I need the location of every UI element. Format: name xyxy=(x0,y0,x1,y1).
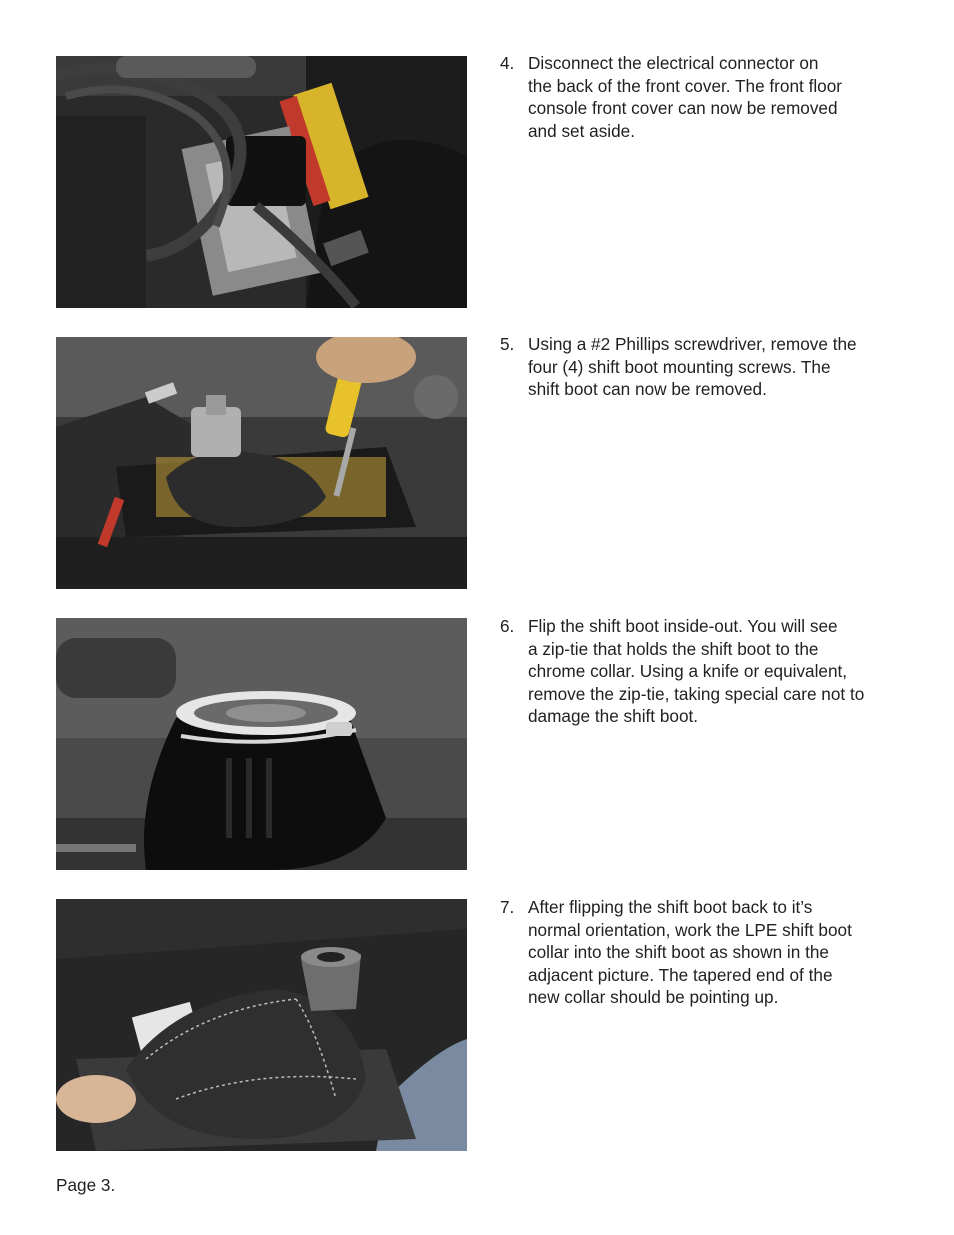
photo-lpe-collar-installed xyxy=(56,899,467,1151)
step-4-number: 4. xyxy=(500,53,515,73)
photo-zip-tie-collar-image xyxy=(56,618,467,870)
page-number: Page 3. xyxy=(56,1175,116,1195)
step-6 xyxy=(500,615,900,728)
step-4 xyxy=(500,52,900,142)
step-5-number: 5. xyxy=(500,334,515,354)
photo-zip-tie-collar xyxy=(56,618,467,870)
step-5 xyxy=(500,333,900,401)
step-7-text: After flipping the shift boot back to it’s normal orientation, work the LPE shift boot collar into the shift boot as shown in the adjacent picture. The tapered end of the new collar should be pointing up. xyxy=(528,897,852,1008)
step-5-text: Using a #2 Phillips screwdriver, remove the four (4) shift boot mounting screws. The shift boot can now be removed. xyxy=(528,334,857,400)
step-6-number: 6. xyxy=(500,616,515,636)
photo-screwdriver-shift-boot xyxy=(56,337,467,589)
photo-electrical-connector xyxy=(56,56,467,308)
photo-screwdriver-shift-boot-image xyxy=(56,337,467,589)
photo-electrical-connector-image xyxy=(56,56,467,308)
step-7-number: 7. xyxy=(500,897,515,917)
step-4-text: Disconnect the electrical connector on the back of the front cover. The front floor console front cover can now be removed and set aside. xyxy=(528,53,843,141)
step-7 xyxy=(500,896,900,1009)
photo-lpe-collar-installed-image xyxy=(56,899,467,1151)
step-6-text: Flip the shift boot inside-out. You will see a zip-tie that holds the shift boot to the chrome collar. Using a knife or equivalent, remove the zip-tie, taking special care not to damage the shift boot. xyxy=(528,616,865,727)
